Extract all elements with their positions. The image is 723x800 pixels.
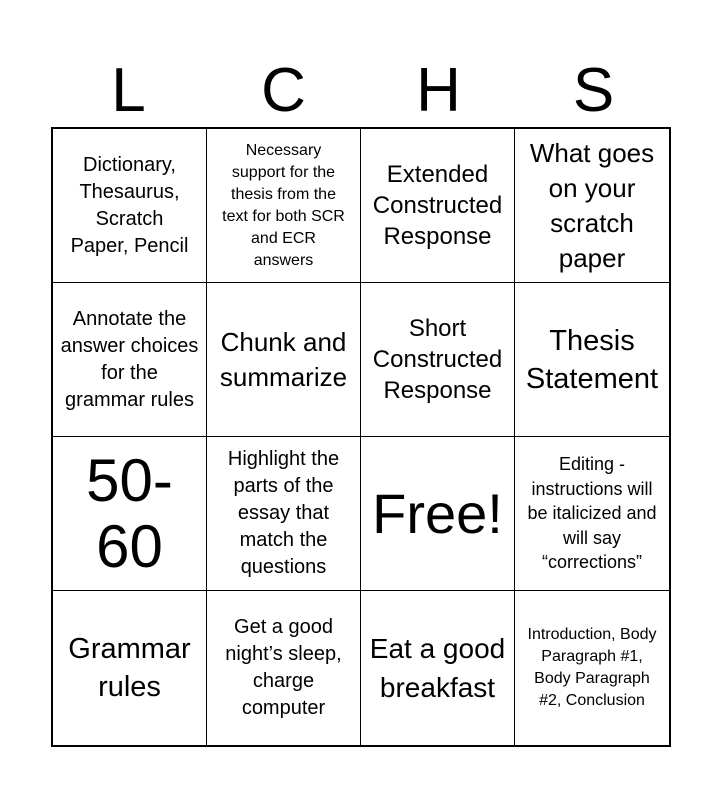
header-letter-s: S	[572, 56, 615, 125]
bingo-cell[interactable]	[207, 283, 361, 437]
bingo-cell[interactable]	[53, 437, 207, 591]
bingo-cell[interactable]	[361, 283, 515, 437]
cell-text: Thesis Statement	[525, 324, 659, 395]
cell-text: Chunk and summarize	[219, 326, 348, 392]
bingo-cell[interactable]	[53, 283, 207, 437]
header-letter-l: L	[111, 56, 146, 125]
bingo-cell[interactable]	[361, 591, 515, 745]
cell-text: Annotate the answer choices for the grammar rules	[60, 307, 199, 411]
cell-text: Dictionary, Thesaurus, Scratch Paper, Pencil	[70, 153, 189, 257]
bingo-cell-free[interactable]	[361, 437, 515, 591]
bingo-cell[interactable]	[515, 437, 669, 591]
bingo-cell[interactable]	[53, 129, 207, 283]
cell-text: Grammar rules	[68, 633, 191, 703]
bingo-cell[interactable]	[361, 129, 515, 283]
cell-text: Editing - instructions will be italicized and will say “corrections”	[527, 454, 657, 573]
cell-text: Eat a good breakfast	[369, 633, 506, 703]
bingo-header	[51, 55, 671, 127]
cell-text: Extended Constructed Response	[372, 161, 503, 250]
cell-text: 50-60	[86, 446, 173, 580]
cell-text: Free!	[372, 481, 503, 545]
cell-text: Short Constructed Response	[372, 315, 503, 404]
bingo-cell[interactable]	[515, 591, 669, 745]
bingo-cell[interactable]	[207, 437, 361, 591]
cell-text: What goes on your scratch paper	[529, 137, 655, 273]
cell-text: Introduction, Body Paragraph #1, Body Paragraph #2, Conclusion	[527, 626, 657, 709]
header-letter-c: C	[261, 56, 306, 125]
bingo-cell[interactable]	[515, 129, 669, 283]
bingo-board	[51, 127, 671, 747]
bingo-cell[interactable]	[207, 129, 361, 283]
cell-text: Highlight the parts of the essay that match the questions	[227, 448, 340, 578]
cell-text: Necessary support for the thesis from the text for both SCR and ECR answers	[222, 141, 345, 269]
header-letter-h: H	[416, 56, 461, 125]
bingo-cell[interactable]	[515, 283, 669, 437]
bingo-cell[interactable]	[207, 591, 361, 745]
cell-text: Get a good night’s sleep, charge computer	[225, 616, 342, 719]
bingo-cell[interactable]	[53, 591, 207, 745]
